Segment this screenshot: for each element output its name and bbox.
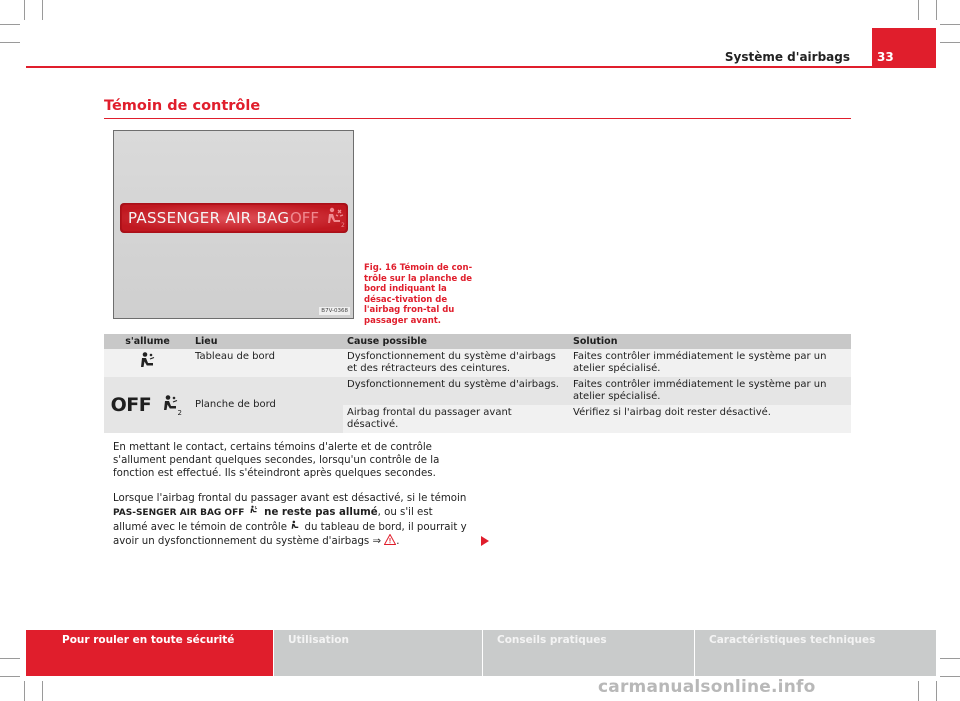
nav-tab-technical-data[interactable]: Caractéristiques techniques — [695, 630, 936, 676]
crop-mark — [0, 42, 20, 43]
crop-mark — [0, 658, 20, 659]
crop-mark — [42, 0, 43, 20]
airbag-off-icon — [160, 394, 184, 416]
emphasis-text: ne reste pas allumé — [260, 507, 378, 518]
indicator-text: PASSENGER AIR BAG — [128, 209, 290, 227]
figure-code: B7V-0368 — [321, 308, 348, 314]
indicator-off-text: OFF — [290, 209, 320, 227]
passenger-airbag-indicator — [120, 203, 348, 233]
table-header-row — [104, 334, 851, 349]
cause-cell: Dysfonctionnement du système d'airbags et des rétracteurs des ceintures. — [343, 349, 569, 377]
indicator-icon-cell — [104, 377, 191, 433]
airbag-off-icon — [324, 206, 346, 228]
crop-mark — [0, 24, 20, 25]
crop-mark — [936, 0, 937, 20]
airbag-warning-icon — [138, 351, 158, 371]
body-paragraph: En mettant le contact, certains témoins d'alerte et de contrôle s'allument pendant quelques secondes, lorsqu'un contrôle de la fonction est effectué. Ils s'éteindront après quelques secondes. — [113, 442, 440, 479]
indicator-table — [104, 334, 851, 433]
page-number: 33 — [877, 50, 894, 64]
watermark: carmanualsonline.info — [598, 677, 816, 697]
crop-mark — [24, 0, 25, 20]
indicator-name: PAS-SENGER AIR BAG OFF — [113, 508, 245, 518]
crop-mark — [940, 42, 960, 43]
col-header-cause: Cause possible — [343, 334, 569, 349]
text-run: , ou s'il est allumé avec le témoin de contrôle — [113, 507, 433, 533]
airbag-off-icon — [248, 505, 261, 516]
section-title: Témoin de contrôle — [104, 98, 261, 114]
nav-tab-practical-tips[interactable]: Conseils pratiques — [483, 630, 694, 676]
crop-mark — [918, 0, 919, 20]
continue-arrow-icon[interactable] — [481, 536, 489, 546]
crop-mark — [940, 658, 960, 659]
svg-text:2: 2 — [341, 222, 345, 228]
crop-mark — [24, 681, 25, 701]
text-run: Lorsque l'airbag frontal du passager avant est désactivé, si le témoin — [113, 493, 467, 504]
text-run: du tableau de bord, il pourrait y avoir un dysfonctionnement du système d'airbags ⇒ — [113, 522, 467, 547]
location-cell: Tableau de bord — [191, 349, 343, 377]
cause-cell: Dysfonctionnement du système d'airbags. — [343, 377, 569, 405]
col-header-lights: s'allume — [104, 334, 191, 349]
header-rule — [26, 66, 936, 68]
crop-mark — [42, 681, 43, 701]
airbag-warning-icon — [290, 520, 301, 531]
col-header-location: Lieu — [191, 334, 343, 349]
table-row — [104, 349, 851, 377]
body-paragraph — [113, 492, 468, 548]
crop-mark — [940, 24, 960, 25]
nav-tab-operation[interactable]: Utilisation — [274, 630, 482, 676]
crop-mark — [936, 681, 937, 701]
solution-cell: Faites contrôler immédiatement le système par un atelier spécialisé. — [569, 377, 851, 405]
text-run: . — [396, 536, 400, 547]
section-rule — [104, 118, 851, 119]
solution-cell: Faites contrôler immédiatement le système par un atelier spécialisé. — [569, 349, 851, 377]
svg-text:2: 2 — [177, 409, 183, 416]
crop-mark — [940, 676, 960, 677]
cause-cell: Airbag frontal du passager avant désactivé. — [343, 405, 569, 433]
warning-triangle-icon[interactable] — [384, 534, 396, 545]
crop-mark — [918, 681, 919, 701]
indicator-figure — [113, 130, 354, 319]
crop-mark — [0, 676, 20, 677]
location-cell: Planche de bord — [191, 377, 343, 433]
nav-tab-safety[interactable]: Pour rouler en toute sécurité — [26, 630, 273, 676]
col-header-solution: Solution — [569, 334, 851, 349]
indicator-icon-cell — [104, 349, 191, 377]
table-row — [104, 377, 851, 405]
chapter-title: Système d'airbags — [724, 50, 850, 64]
off-label: OFF — [110, 394, 152, 416]
solution-cell: Vérifiez si l'airbag doit rester désactivé. — [569, 405, 851, 433]
figure-caption: Fig. 16 Témoin de con-trôle sur la planche de bord indiquant la désac-tivation de l'airbag fron-tal du passager avant. — [364, 263, 473, 326]
